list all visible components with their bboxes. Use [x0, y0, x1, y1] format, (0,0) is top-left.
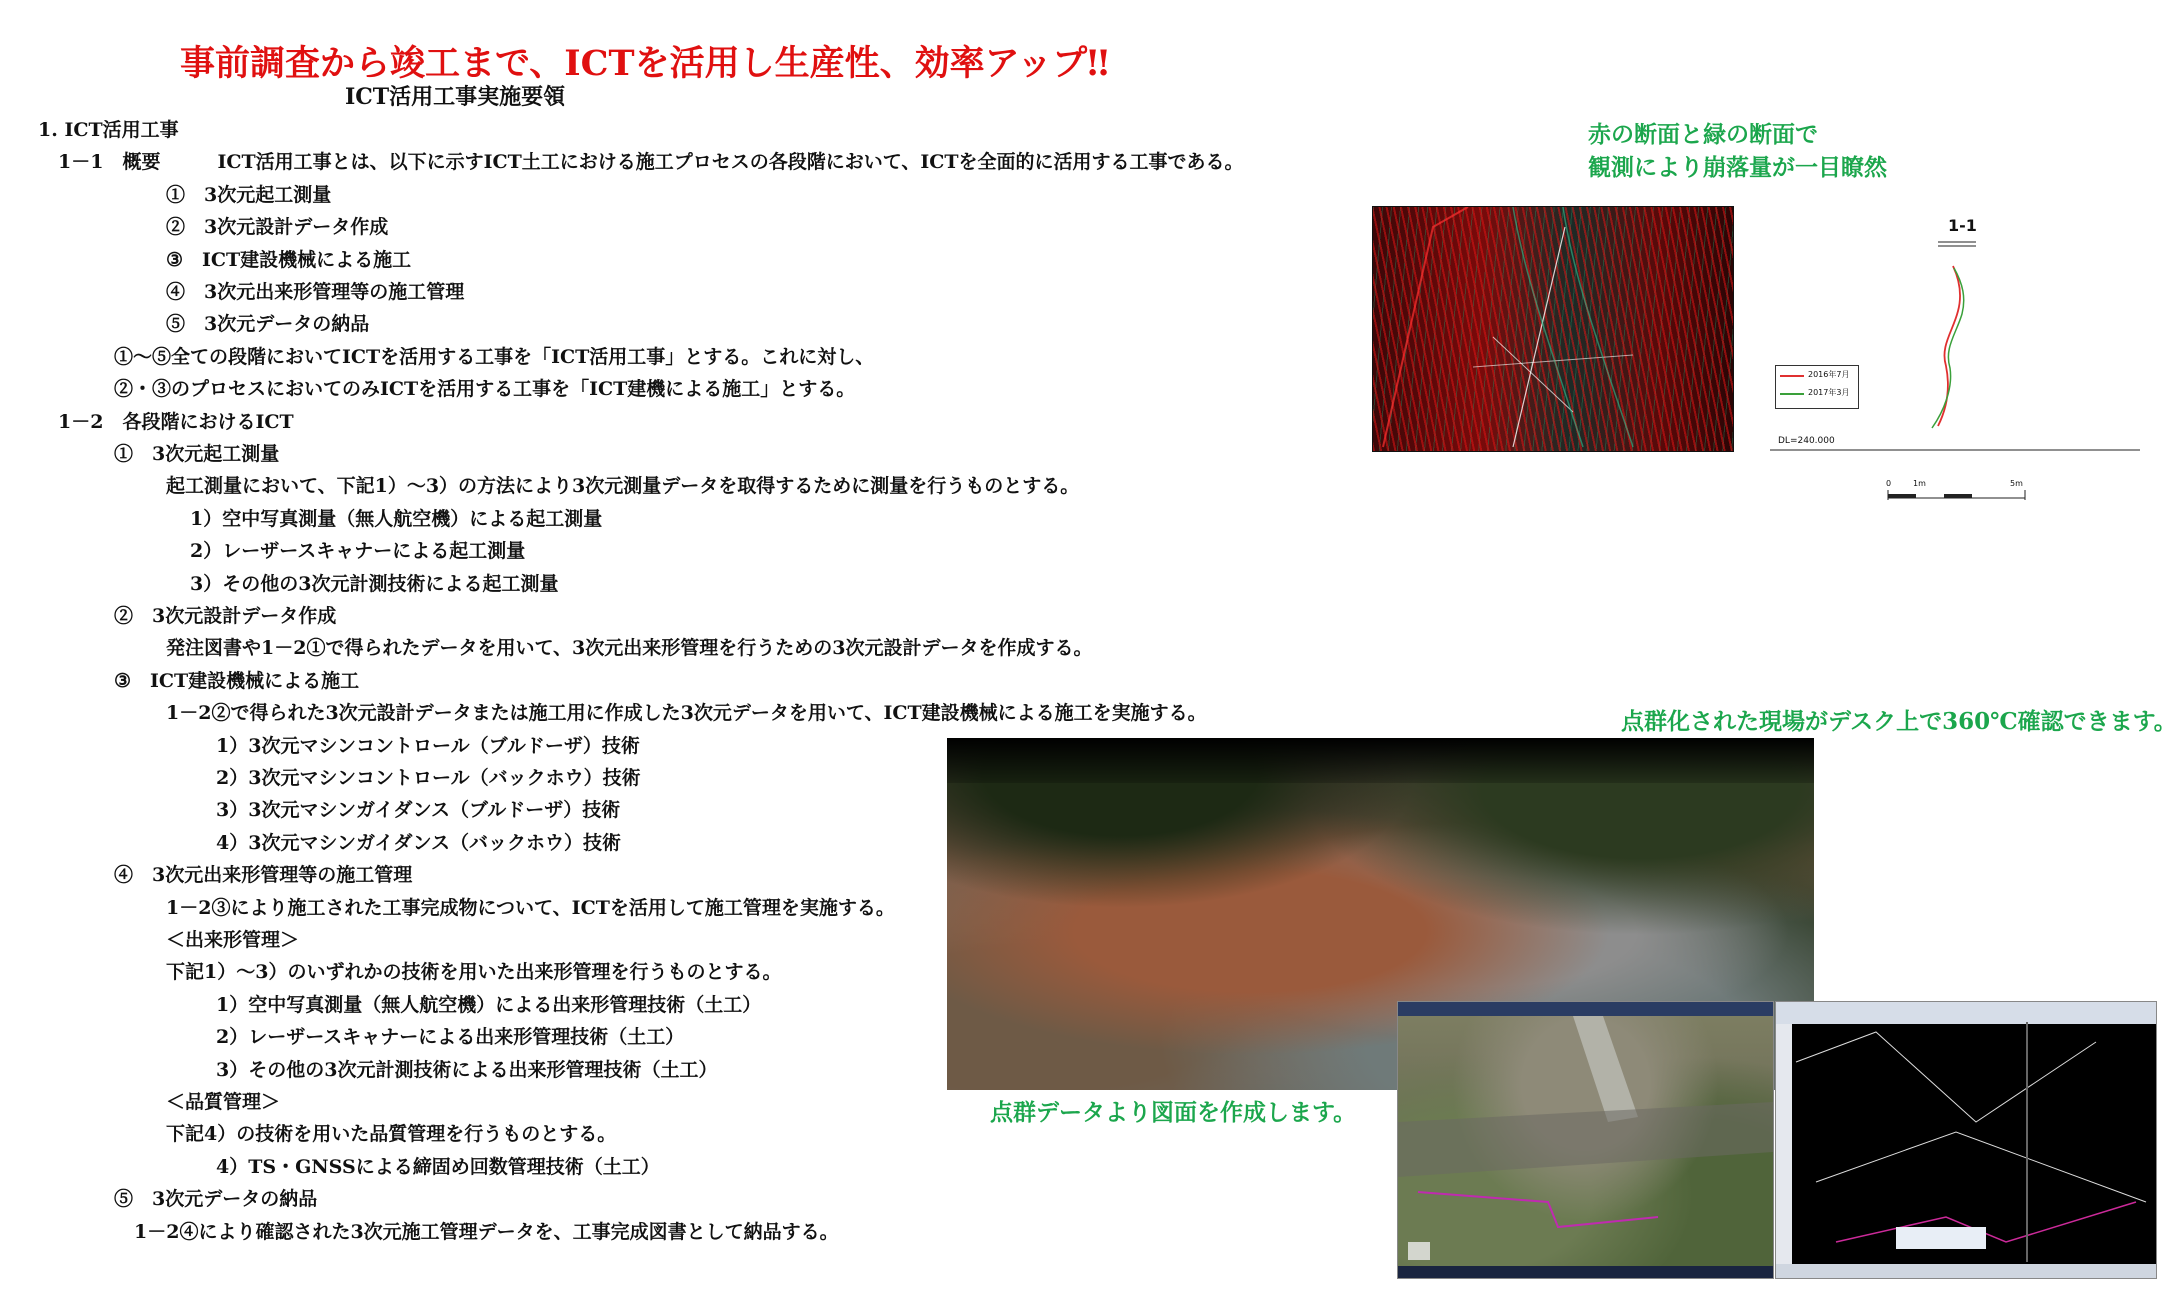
profile-section-label: 1-1: [1948, 216, 1977, 235]
page-title: 事前調査から竣工まで、ICTを活用し生産性、効率アップ‼: [180, 43, 1110, 84]
cross-section-caption-line2: 観測により崩落量が一目瞭然: [1588, 154, 1887, 181]
legend-entry: [1776, 384, 1858, 402]
cad-drawing-window: [1775, 1001, 2157, 1279]
cross-section-caption: [1588, 118, 1887, 184]
document-line: 1－2 各段階におけるICT: [58, 410, 294, 433]
aerial-photo-window: [1397, 1001, 1774, 1279]
document-line: ③ ICT建設機械による施工: [166, 248, 412, 271]
document-line: ②・③のプロセスにおいてのみICTを活用する工事を「ICT建機による施工」とする。: [114, 378, 856, 401]
drawing-caption: 点群データより図面を作成します。: [990, 1099, 1357, 1126]
document-line: 2）レーザースキャナーによる起工測量: [190, 540, 526, 563]
cross-section-lines: [1373, 207, 1733, 451]
document-line: ④ 3次元出来形管理等の施工管理: [166, 281, 465, 303]
legend-entry: [1776, 366, 1858, 384]
legend-swatch: [1780, 375, 1804, 377]
scale-label-right: 5m: [2010, 479, 2023, 488]
document-line: ⑤ 3次元データの納品: [166, 313, 370, 336]
document-line: 起工測量において、下記1）～3）の方法により3次元測量データを取得するために測量を行うものとする。: [166, 475, 1080, 498]
document-line: 1）空中写真測量（無人航空機）による出来形管理技術（土工）: [216, 993, 762, 1016]
profile-legend: [1775, 365, 1859, 409]
document-line: ② 3次元設計データ作成: [166, 216, 389, 239]
aerial-road-overlay: [1398, 1002, 1773, 1278]
document-line: 4）TS・GNSSによる締固め回数管理技術（土工）: [216, 1155, 660, 1178]
document-line: 1）3次元マシンコントロール（ブルドーザ）技術: [216, 734, 640, 757]
document-line: ＜品質管理＞: [166, 1091, 281, 1113]
legend-swatch: [1780, 393, 1804, 395]
document-line: ④ 3次元出来形管理等の施工管理: [114, 864, 413, 887]
scale-label-mid: 1m: [1913, 479, 1926, 488]
document-line: 1－2②で得られた3次元設計データまたは施工用に作成した3次元データを用いて、ICT建設機械による施工を実施する。: [166, 702, 1207, 725]
document-line: ① 3次元起工測量: [114, 443, 280, 465]
document-line: 1－2④により確認された3次元施工管理データを、工事完成図書として納品する。: [134, 1220, 839, 1243]
document-line: ＜出来形管理＞: [166, 929, 300, 951]
document-line: 2）3次元マシンコントロール（バックホウ）技術: [216, 767, 641, 789]
document-line: 下記1）～3）のいずれかの技術を用いた出来形管理を行うものとする。: [166, 961, 782, 984]
document-line: 3）その他の3次元計測技術による起工測量: [190, 572, 559, 595]
document-line: ①～⑤全ての段階においてICTを活用する工事を「ICT活用工事」とする。これに対し、: [114, 345, 875, 368]
cad-drawing-lines: [1776, 1002, 2156, 1278]
document-line: ② 3次元設計データ作成: [114, 605, 337, 627]
cross-section-caption-line1: 赤の断面と緑の断面で: [1588, 121, 1818, 148]
document-line: 2）レーザースキャナーによる出来形管理技術（土工）: [216, 1026, 685, 1049]
point-cloud-caption: 点群化された現場がデスク上で360℃確認できます。: [1621, 708, 2177, 735]
document-line: 発注図書や1－2①で得られたデータを用いて、3次元出来形管理を行うための3次元設計データを作成する。: [166, 637, 1093, 660]
legend-label: 2017年3月: [1808, 388, 1850, 397]
document-line: 3）3次元マシンガイダンス（ブルドーザ）技術: [216, 799, 621, 822]
document-line: 下記4）の技術を用いた品質管理を行うものとする。: [166, 1123, 617, 1146]
document-line: 4）3次元マシンガイダンス（バックホウ）技術: [216, 831, 622, 854]
document-line: 3）その他の3次元計測技術による出来形管理技術（土工）: [216, 1058, 718, 1081]
page-subtitle: ICT活用工事実施要領: [345, 84, 566, 110]
document-line: ⑤ 3次元データの納品: [114, 1188, 318, 1211]
document-line: ③ ICT建設機械による施工: [114, 669, 360, 692]
document-line: 1－1 概要 ICT活用工事とは、以下に示すICT土工における施工プロセスの各段階において、ICTを全面的に活用する工事である。: [58, 151, 1244, 174]
document-line: ① 3次元起工測量: [166, 183, 332, 206]
profile-datum-level: DL=240.000: [1778, 436, 1835, 446]
legend-label: 2016年7月: [1808, 370, 1850, 379]
cad-status-bar: [1776, 1264, 2156, 1278]
document-line: 1）空中写真測量（無人航空機）による起工測量: [190, 507, 603, 530]
document-line: 1. ICT活用工事: [38, 119, 179, 141]
scale-label-left: 0: [1886, 479, 1892, 488]
cross-section-point-cloud-image: [1372, 206, 1734, 452]
document-line: 1－2③により施工された工事完成物について、ICTを活用して施工管理を実施する。: [166, 896, 895, 919]
